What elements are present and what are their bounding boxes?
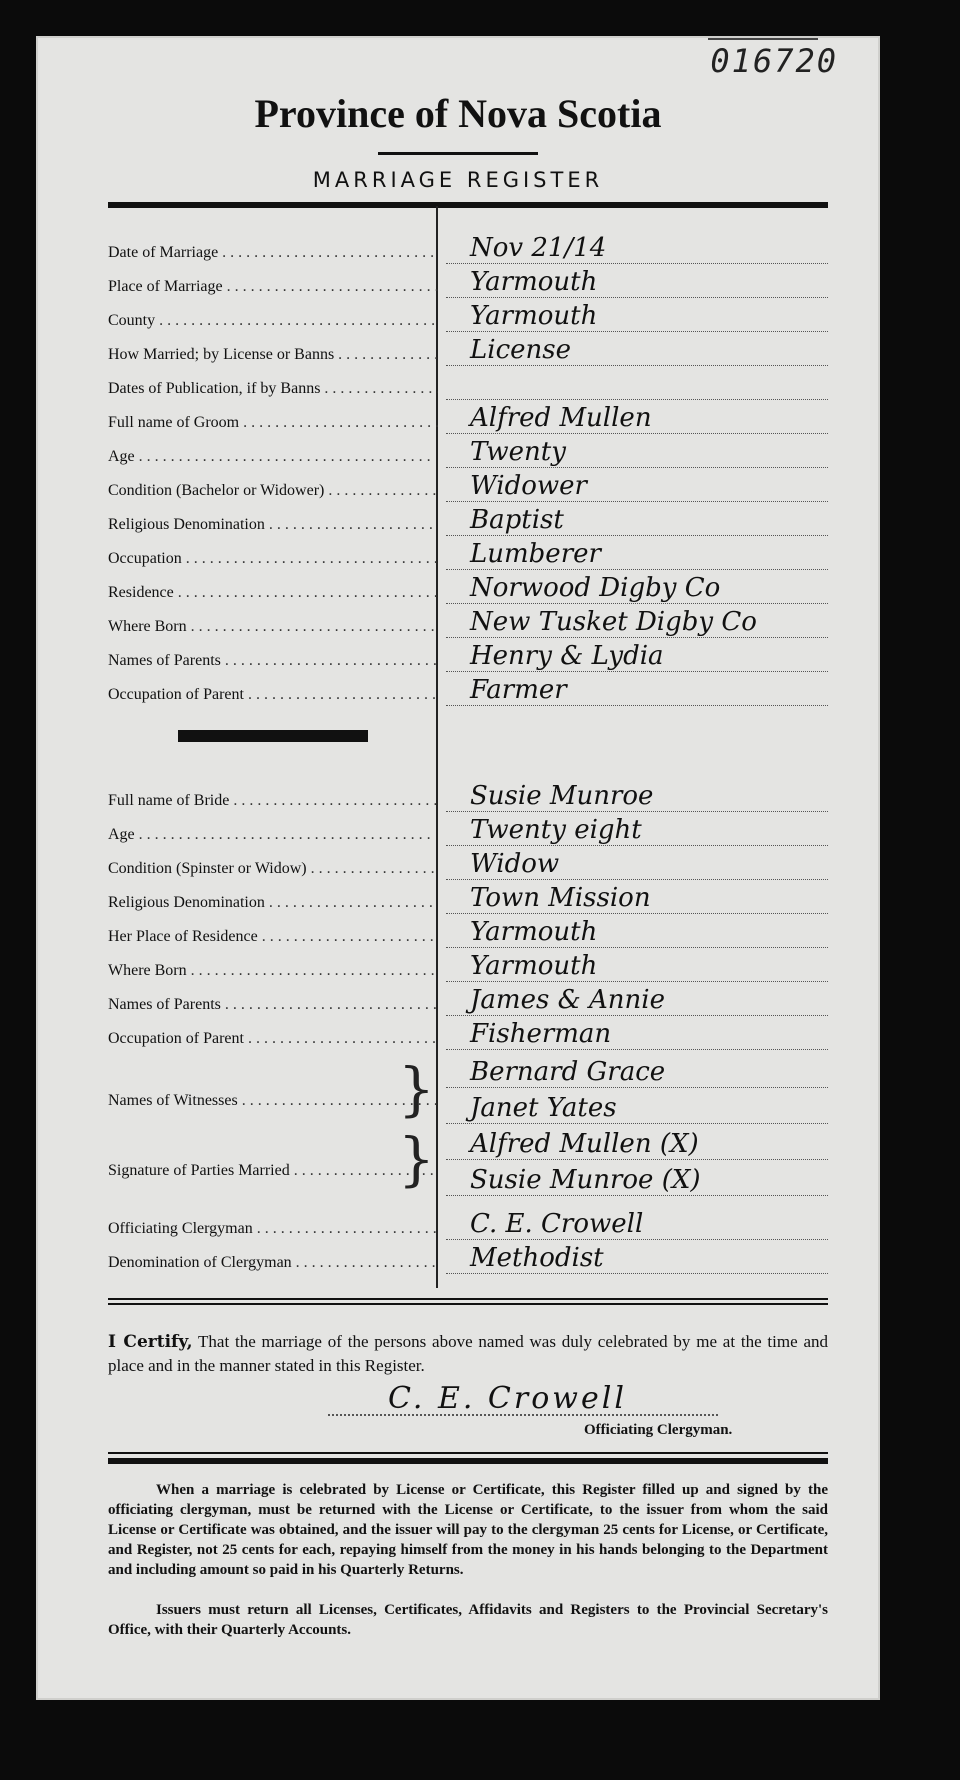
field-label: County . . . [108, 312, 438, 330]
field-row-bride-condition [108, 848, 828, 882]
field-value: Norwood Digby Co [470, 573, 721, 603]
certify-body: That the marriage of the persons above named was duly celebrated by me at the time and place and in the manner stated in this Register. [108, 1332, 828, 1375]
field-value-box [446, 539, 828, 570]
field-value-box [446, 301, 828, 332]
field-value-box [446, 369, 828, 400]
signature-caption: Officiating Clergyman. [584, 1422, 733, 1438]
field-value: Twenty [470, 437, 566, 467]
field-value: Bernard Grace [470, 1057, 666, 1087]
field-value: Susie Munroe [470, 781, 654, 811]
field-value-box [446, 505, 828, 536]
field-value-box [446, 883, 828, 914]
field-row-groom-name [108, 402, 828, 436]
field-value-box [446, 951, 828, 982]
field-value-box [446, 437, 828, 468]
field-row-bride-birthplace [108, 950, 828, 984]
section-rule [108, 1298, 828, 1300]
brace-signatures: } [398, 1125, 435, 1193]
field-label: Where Born . . . [108, 962, 438, 980]
strikethrough-mark [708, 38, 818, 40]
field-row-groom-denomination [108, 504, 828, 538]
field-row-place-of-marriage [108, 266, 828, 300]
field-label: Condition (Bachelor or Widower) . . . [108, 482, 438, 500]
field-row-officiating-clergyman [108, 1208, 828, 1242]
witness-2 [446, 1092, 828, 1126]
field-value-box [446, 335, 828, 366]
field-value-box [446, 403, 828, 434]
field-label: Full name of Groom . . . [108, 414, 438, 432]
field-value: James & Annie [470, 985, 665, 1015]
field-row-groom-birthplace [108, 606, 828, 640]
field-row-groom-condition [108, 470, 828, 504]
field-row-dates-of-publication [108, 368, 828, 402]
field-label: Condition (Spinster or Widow) . . . [108, 860, 438, 878]
field-label: Denomination of Clergyman . . . [108, 1254, 438, 1272]
field-value: Alfred Mullen (X) [470, 1129, 699, 1159]
field-value-box [446, 1129, 828, 1160]
field-label: Occupation of Parent . . . [108, 686, 438, 704]
field-row-groom-occupation [108, 538, 828, 572]
footer-rule-thick [108, 1458, 828, 1464]
instructions-paragraph: When a marriage is celebrated by License or Certificate, this Register filled up and signed by the officiating clergyman, must be returned with the License or Certificate, to the issuer from whom the said License or Certificate was obtained, and the issuer will pay to the clergyman 25 cents for License, or Certificate, and Register, not 25 cents for each, repaying himself from the money in his hands belonging to the Department and including amount so paid in his Quarterly Returns. [108, 1482, 828, 1578]
field-value: Henry & Lydia [470, 641, 664, 671]
field-row-groom-parent-occupation [108, 674, 828, 708]
field-label: Residence . . . [108, 584, 438, 602]
page-title: Province of Nova Scotia [254, 91, 662, 136]
field-value: Janet Yates [470, 1093, 617, 1123]
header-rule [108, 202, 828, 208]
register-page [36, 36, 880, 1700]
field-value: Widower [470, 471, 587, 501]
field-value-box [446, 1019, 828, 1050]
field-value-box [446, 573, 828, 604]
section-divider [178, 730, 368, 742]
field-value: Yarmouth [470, 267, 598, 297]
page-subtitle: MARRIAGE REGISTER [312, 168, 604, 192]
certify-lead: I Certify, [108, 1332, 193, 1352]
field-row-county [108, 300, 828, 334]
field-value-box [446, 641, 828, 672]
field-row-groom-age [108, 436, 828, 470]
field-value: Alfred Mullen [470, 403, 652, 433]
field-value: Yarmouth [470, 917, 598, 947]
field-row-bride-parent-occupation [108, 1018, 828, 1052]
field-value: Baptist [470, 505, 564, 535]
certification-text [108, 1330, 828, 1378]
field-value-box [446, 1209, 828, 1240]
field-label: Religious Denomination . . . [108, 894, 438, 912]
field-row-bride-denomination [108, 882, 828, 916]
signature-groom [446, 1128, 828, 1162]
field-label: Names of Parents . . . [108, 652, 438, 670]
field-value-box [446, 1057, 828, 1088]
field-label: Names of Witnesses . . . [108, 1092, 438, 1110]
brace-witnesses: } [398, 1055, 435, 1123]
field-value: Yarmouth [470, 301, 598, 331]
field-row-groom-residence [108, 572, 828, 606]
field-value: Susie Munroe (X) [470, 1165, 701, 1195]
field-row-bride-name [108, 780, 828, 814]
field-value: C. E. Crowell [470, 1209, 644, 1239]
field-value-box [446, 233, 828, 264]
field-value: Widow [470, 849, 560, 879]
field-label: Occupation . . . [108, 550, 438, 568]
field-value: Lumberer [470, 539, 601, 569]
field-label: Full name of Bride . . . [108, 792, 438, 810]
field-value: Fisherman [470, 1019, 612, 1049]
field-row-groom-parents [108, 640, 828, 674]
section-rule [108, 1303, 828, 1305]
clergy-signature-line [328, 1378, 718, 1416]
field-label: Date of Marriage . . . [108, 244, 438, 262]
field-value: Nov 21/14 [470, 233, 607, 263]
field-value: New Tusket Digby Co [470, 607, 757, 637]
field-label: Where Born . . . [108, 618, 438, 636]
field-value-box [446, 1165, 828, 1196]
signature-bride [446, 1164, 828, 1198]
field-value-box [446, 1243, 828, 1274]
field-row-bride-parents [108, 984, 828, 1018]
field-value-box [446, 849, 828, 880]
field-label: Officiating Clergyman . . . [108, 1220, 438, 1238]
field-label: Religious Denomination . . . [108, 516, 438, 534]
field-value-box [446, 675, 828, 706]
field-label: Signature of Parties Married . . . [108, 1162, 438, 1180]
footer-rule [108, 1452, 828, 1454]
field-row-clergy-denomination [108, 1242, 828, 1276]
instructions-paragraph-2: Issuers must return all Licenses, Certificates, Affidavits and Registers to the Provincial Secretary's Office, with their Quarterly Accounts. [108, 1602, 828, 1638]
field-value-box [446, 781, 828, 812]
field-label: How Married; by License or Banns . . . [108, 346, 438, 364]
field-value-box [446, 985, 828, 1016]
field-value: Farmer [470, 675, 567, 705]
witness-1 [446, 1056, 828, 1090]
field-label: Her Place of Residence . . . [108, 928, 438, 946]
field-value: Methodist [470, 1243, 604, 1273]
reference-number: 016720 [710, 42, 838, 80]
field-row-how-married [108, 334, 828, 368]
field-row-bride-residence [108, 916, 828, 950]
field-label: Age . . . [108, 826, 438, 844]
field-label: Occupation of Parent . . . [108, 1030, 438, 1048]
field-row-date-of-marriage [108, 232, 828, 266]
title-underline [378, 152, 538, 155]
field-value: Twenty eight [470, 815, 642, 845]
field-row-bride-age [108, 814, 828, 848]
field-label: Age . . . [108, 448, 438, 466]
field-value: License [470, 335, 572, 365]
field-value-box [446, 267, 828, 298]
field-value-box [446, 607, 828, 638]
field-value-box [446, 471, 828, 502]
field-label: Place of Marriage . . . [108, 278, 438, 296]
field-label: Dates of Publication, if by Banns . . . [108, 380, 438, 398]
field-value-box [446, 1093, 828, 1124]
field-value-box [446, 815, 828, 846]
field-value: Town Mission [470, 883, 651, 913]
field-label: Names of Parents . . . [108, 996, 438, 1014]
field-value: Yarmouth [470, 951, 598, 981]
clergy-signature: C. E. Crowell [388, 1381, 627, 1416]
field-value-box [446, 917, 828, 948]
